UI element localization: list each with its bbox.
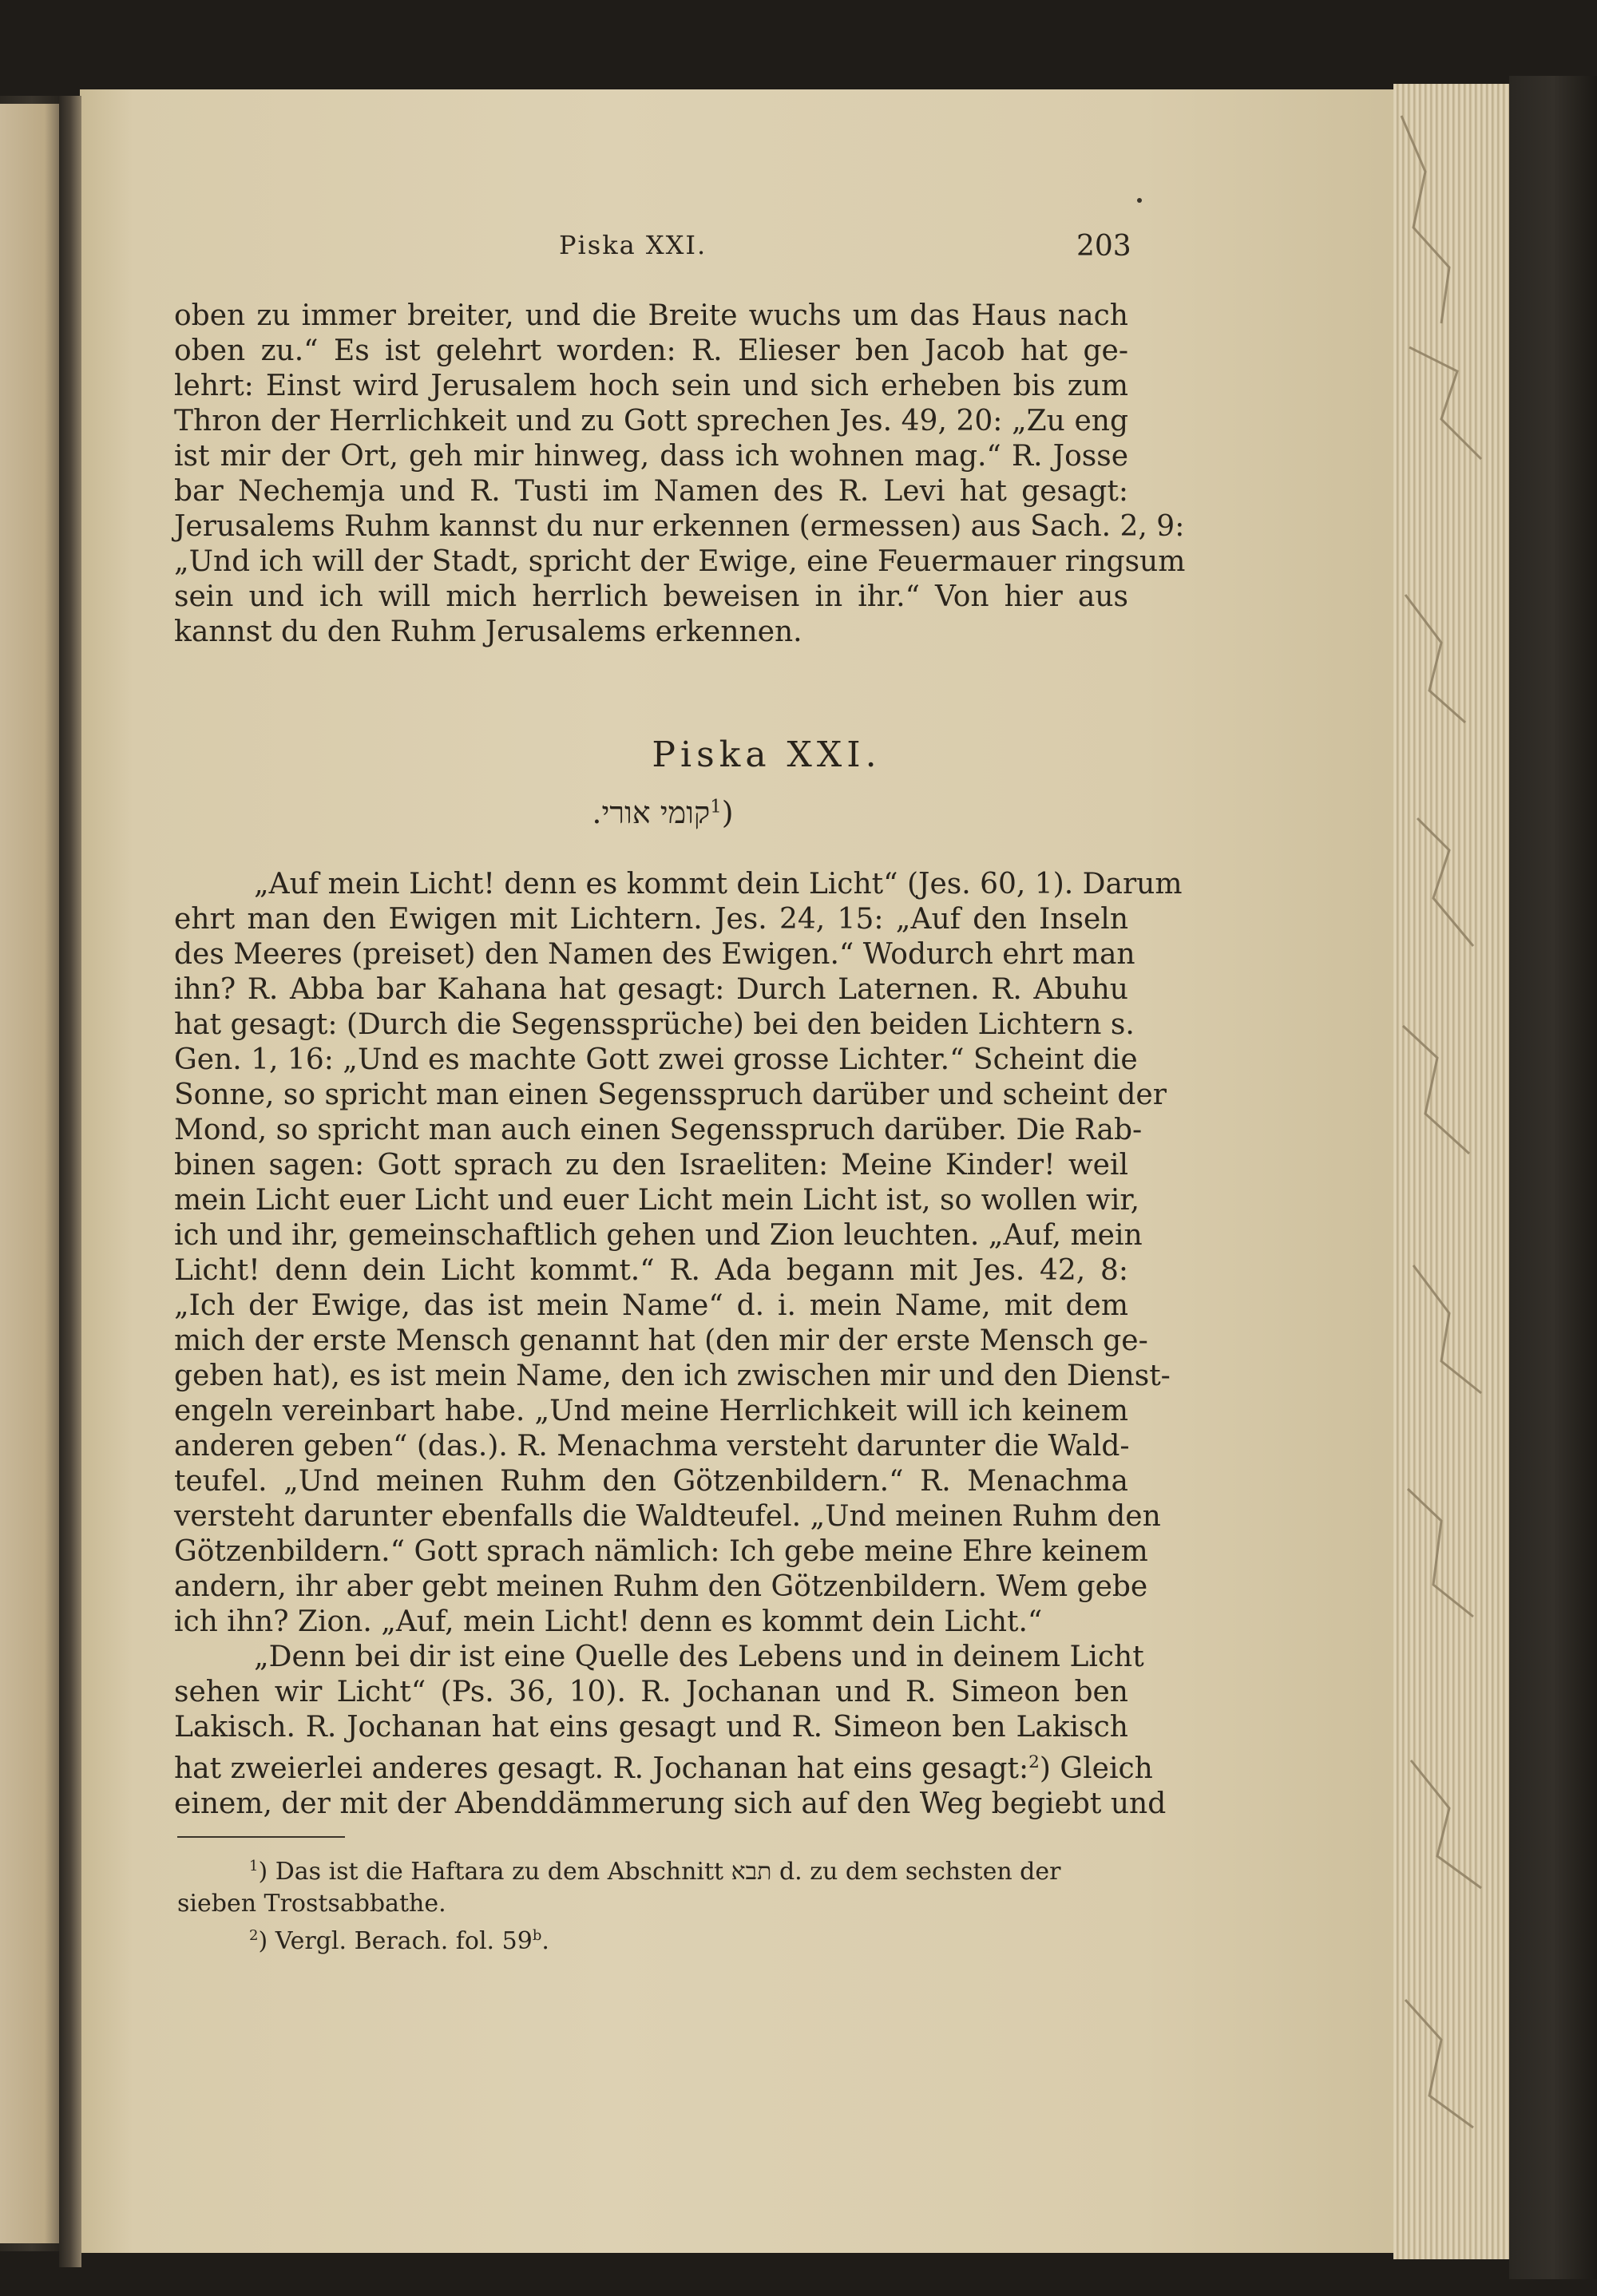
ink-dot [1137, 198, 1142, 203]
footnote-mark: 1 [249, 1858, 259, 1874]
hebrew-heading [543, 795, 783, 831]
book-gutter [59, 96, 81, 2267]
text-line: hat gesagt: (Durch die Segenssprüche) bei den beiden Lichtern s. [174, 1008, 1135, 1041]
text-line: ich ihn? Zion. „Auf, mein Licht! denn es kommt dein Licht.“ [174, 1605, 1043, 1638]
page-number: 203 [1076, 230, 1131, 263]
text-line: teufel. „Und meinen Ruhm den Götzenbildern.“ R. Menachma [174, 1465, 1128, 1498]
left-page-edge [0, 104, 64, 2243]
page-edge-wear [1393, 84, 1513, 2259]
footnote-text: ) Das ist die Haftara zu dem Abschnitt [258, 1858, 724, 1886]
text-line: „Ich der Ewige, das ist mein Name“ d. i. mein Name, mit dem [174, 1289, 1128, 1322]
footnote-ref: 2 [1028, 1752, 1040, 1772]
text-line: sehen wir Licht“ (Ps. 36, 10). R. Jochanan und R. Simeon ben [174, 1676, 1128, 1708]
text-line: Sonne, so spricht man einen Segensspruch darüber und scheint der [174, 1079, 1167, 1111]
text-line: Mond, so spricht man auch einen Segensspruch darüber. Die Rab- [174, 1114, 1143, 1146]
text-line: ehrt man den Ewigen mit Lichtern. Jes. 24, 15: „Auf den Inseln [174, 903, 1128, 936]
footnote-1-cont: sieben Trostsabbathe. [177, 1890, 446, 1918]
footnote-2 [177, 1920, 1135, 1958]
text-line: binen sagen: Gott sprach zu den Israeliten: Meine Kinder! weil [174, 1149, 1128, 1182]
section-title: Piska XXI. [652, 734, 882, 775]
text-line: Götzenbildern.“ Gott sprach nämlich: Ich gebe meine Ehre keinem [174, 1535, 1148, 1568]
text-line: Licht! denn dein Licht kommt.“ R. Ada begann mit Jes. 42, 8: [174, 1254, 1128, 1287]
text-line: Thron der Herrlichkeit und zu Gott sprechen Jes. 49, 20: „Zu eng [174, 405, 1128, 437]
text-line: einem, der mit der Abenddämmerung sich auf den Weg begiebt und [174, 1787, 1167, 1820]
footnote-sup: b [532, 1927, 542, 1944]
paren: ) [1039, 1752, 1051, 1785]
footnote-text: d. zu dem sechsten der [779, 1858, 1061, 1886]
text-line: sein und ich will mich herrlich beweisen in ihr.“ Von hier aus [174, 580, 1128, 613]
text-line: geben hat), es ist mein Name, den ich zwischen mir und den Dienst- [174, 1360, 1171, 1392]
footnote-text: . [541, 1927, 549, 1955]
text-line: „Und ich will der Stadt, spricht der Ewige, eine Feuermauer ringsum [174, 545, 1186, 578]
text-line: ihn? R. Abba bar Kahana hat gesagt: Durch Laternen. R. Abuhu [174, 973, 1128, 1006]
top-paragraph [174, 299, 1186, 650]
footnote-ref: 1 [710, 796, 722, 817]
footnote-text: ) Vergl. Berach. fol. 59 [258, 1927, 533, 1955]
footnote-hebrew: תבא [731, 1858, 772, 1886]
text-line: oben zu immer breiter, und die Breite wuchs um das Haus nach [174, 299, 1128, 332]
footnote-rule [177, 1836, 345, 1838]
text-line: ist mir der Ort, geh mir hinweg, dass ich wohnen mag.“ R. Josse [174, 440, 1128, 473]
text-line: Gen. 1, 16: „Und es machte Gott zwei grosse Lichter.“ Scheint die [174, 1043, 1138, 1076]
paren: ) [721, 795, 734, 830]
footnote-mark: 2 [249, 1927, 259, 1944]
text-line: „Auf mein Licht! denn es kommt dein Licht“ (Jes. 60, 1). Darum [254, 868, 1183, 901]
text-line: oben zu.“ Es ist gelehrt worden: R. Elieser ben Jacob hat ge- [174, 335, 1128, 367]
footnote-1 [177, 1851, 1135, 1888]
running-head: Piska XXI. [559, 230, 707, 260]
text-line: „Denn bei dir ist eine Quelle des Lebens und in deinem Licht [254, 1641, 1144, 1673]
text-line: bar Nechemja und R. Tusti im Namen des R. Levi hat gesagt: [174, 475, 1128, 508]
text-segment: Gleich [1060, 1752, 1153, 1785]
footnotes [177, 1851, 1135, 1958]
book-cover-right [1509, 76, 1597, 2279]
text-line: kannst du den Ruhm Jerusalems erkennen. [174, 616, 802, 648]
text-line: Lakisch. R. Jochanan hat eins gesagt und R. Simeon ben Lakisch [174, 1711, 1128, 1744]
text-line-with-ref [174, 1745, 1153, 1787]
text-line: mein Licht euer Licht und euer Licht mein Licht ist, so wollen wir, [174, 1184, 1140, 1217]
text-line: andern, ihr aber gebt meinen Ruhm den Götzenbildern. Wem gebe [174, 1570, 1148, 1603]
text-line: ich und ihr, gemeinschaftlich gehen und Zion leuchten. „Auf, mein [174, 1219, 1143, 1252]
text-line: lehrt: Einst wird Jerusalem hoch sein und sich erheben bis zum [174, 370, 1128, 402]
text-line: anderen geben“ (das.). R. Menachma versteht darunter die Wald- [174, 1430, 1130, 1463]
text-line: versteht darunter ebenfalls die Waldteufel. „Und meinen Ruhm den [174, 1500, 1161, 1533]
hebrew-heading-text: קומי אורי. [592, 795, 711, 830]
text-segment: hat zweierlei anderes gesagt. R. Jochanan hat eins gesagt: [174, 1752, 1029, 1785]
main-paragraph [174, 867, 1183, 1822]
text-line: Jerusalems Ruhm kannst du nur erkennen (ermessen) aus Sach. 2, 9: [174, 510, 1185, 543]
text-line: engeln vereinbart habe. „Und meine Herrlichkeit will ich keinem [174, 1395, 1128, 1427]
text-line: des Meeres (preiset) den Namen des Ewigen.“ Wodurch ehrt man [174, 938, 1135, 971]
text-line: mich der erste Mensch genannt hat (den mir der erste Mensch ge- [174, 1324, 1148, 1357]
